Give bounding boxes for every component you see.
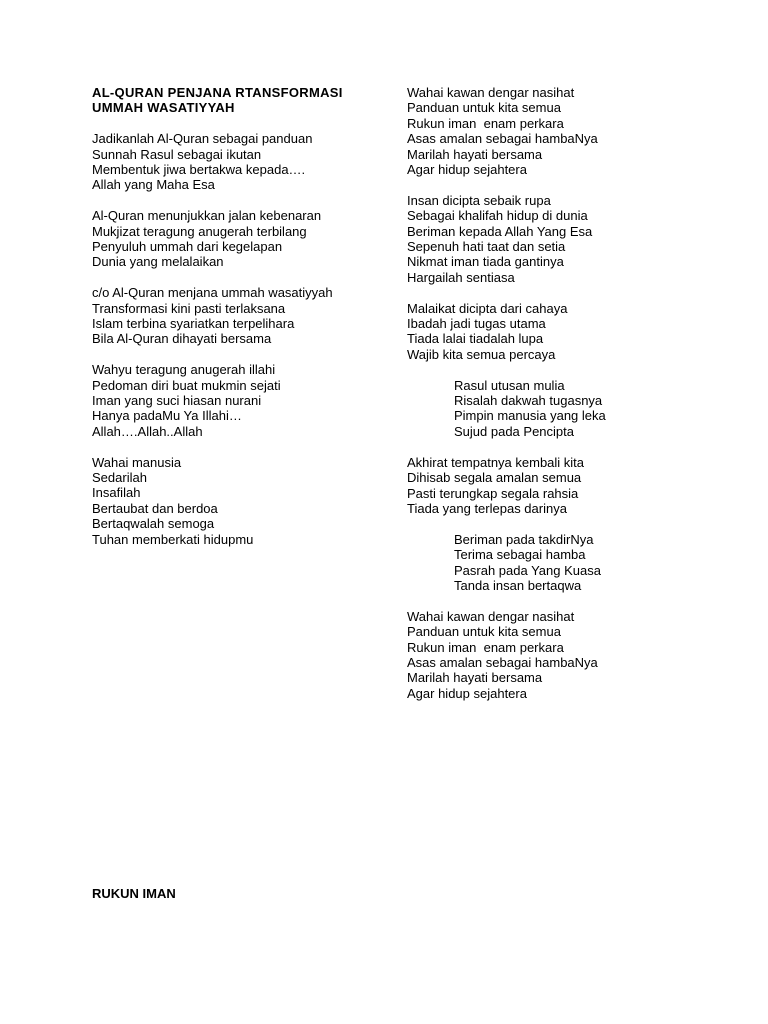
verse-line: Pimpin manusia yang leka [454,408,606,424]
verse-line: Tanda insan bertaqwa [454,577,582,593]
verse-line: Wahyu teragung anugerah illahi [92,362,276,378]
verse-line: Panduan untuk kita semua [407,100,561,116]
stanza [92,362,392,439]
verse-line: Pasrah pada Yang Kuasa [454,562,601,578]
verse-line: Al-Quran menunjukkan jalan kebenaran [92,208,322,224]
stanza [407,301,727,363]
indented-stanza [407,378,727,440]
verse-line: Hanya padaMu Ya Illahi… [92,408,242,424]
verse-line: Wahai kawan dengar nasihat [407,85,575,100]
verse-line: Pedoman diri buat mukmin sejati [92,377,281,393]
verse-line: Wajib kita semua percaya [407,346,556,362]
verse-line: Beriman pada takdirNya [454,531,594,547]
stanza [407,85,727,177]
verse-line: Iman yang suci hiasan nurani [92,393,262,409]
verse-line: Marilah hayati bersama [407,670,543,686]
verse-line: Bertaubat dan berdoa [92,500,218,516]
title-line: UMMAH WASATIYYAH [92,100,235,116]
verse-line: Membentuk jiwa bertakwa kepada…. [92,162,306,178]
verse-line: Nikmat iman tiada gantinya [407,254,564,270]
verse-line: Allah yang Maha Esa [92,177,215,193]
poem-title [92,85,392,116]
stanza [92,208,392,270]
verse-line: Asas amalan sebagai hambaNya [407,654,598,670]
verse-line: Ibadah jadi tugas utama [407,316,546,332]
verse-line: Sunnah Rasul sebagai ikutan [92,146,262,162]
verse-line: Mukjizat teragung anugerah terbilang [92,223,307,239]
verse-line: Jadikanlah Al-Quran sebagai panduan [92,131,313,147]
verse-line: c/o Al-Quran menjana ummah wasatiyyah [92,285,333,301]
verse-line: Sebagai khalifah hidup di dunia [407,208,588,224]
verse-line: Rukun iman enam perkara [407,639,564,655]
verse-line: Agar hidup sejahtera [407,162,527,178]
verse-line: Sedarilah [92,470,147,486]
left-column [92,85,392,547]
indented-stanza [407,532,727,594]
verse-line: Agar hidup sejahtera [407,685,527,701]
verse-line: Asas amalan sebagai hambaNya [407,131,598,147]
verse-line: Marilah hayati bersama [407,146,543,162]
verse-line: Insafilah [92,485,141,501]
stanza [92,131,392,193]
verse-line: Bertaqwalah semoga [92,516,215,532]
verse-line: Insan dicipta sebaik rupa [407,192,551,208]
verse-line: Tiada yang terlepas darinya [407,500,567,516]
stanza [92,455,392,547]
verse-line: Sujud pada Pencipta [454,423,574,439]
verse-line: Hargailah sentiasa [407,269,515,285]
verse-line: Bila Al-Quran dihayati bersama [92,331,272,347]
verse-line: Rasul utusan mulia [454,377,565,393]
verse-line: Terima sebagai hamba [454,547,586,563]
stanza [407,193,727,285]
verse-line: Transformasi kini pasti terlaksana [92,300,286,316]
verse-line: Akhirat tempatnya kembali kita [407,454,585,470]
stanza [407,455,727,517]
right-column [407,85,727,701]
verse-line: Dihisab segala amalan semua [407,470,582,486]
verse-line: Risalah dakwah tugasnya [454,393,603,409]
verse-line: Beriman kepada Allah Yang Esa [407,223,593,239]
title-line: AL-QURAN PENJANA RTANSFORMASI [92,85,343,100]
verse-line: Wahai kawan dengar nasihat [407,608,575,624]
verse-line: Pasti terungkap segala rahsia [407,485,579,501]
verse-line: Dunia yang melalaikan [92,254,224,270]
verse-line: Penyuluh ummah dari kegelapan [92,239,283,255]
verse-line: Sepenuh hati taat dan setia [407,239,566,255]
verse-line: Allah….Allah..Allah [92,423,203,439]
stanza [407,609,727,701]
verse-line: Wahai manusia [92,454,182,470]
verse-line: Tuhan memberkati hidupmu [92,531,254,547]
verse-line: Panduan untuk kita semua [407,624,561,640]
verse-line: Rukun iman enam perkara [407,115,564,131]
stanza [92,285,392,347]
section-heading: RUKUN IMAN [92,886,176,901]
verse-line: Islam terbina syariatkan terpelihara [92,316,295,332]
verse-line: Tiada lalai tiadalah lupa [407,331,544,347]
verse-line: Malaikat dicipta dari cahaya [407,300,568,316]
